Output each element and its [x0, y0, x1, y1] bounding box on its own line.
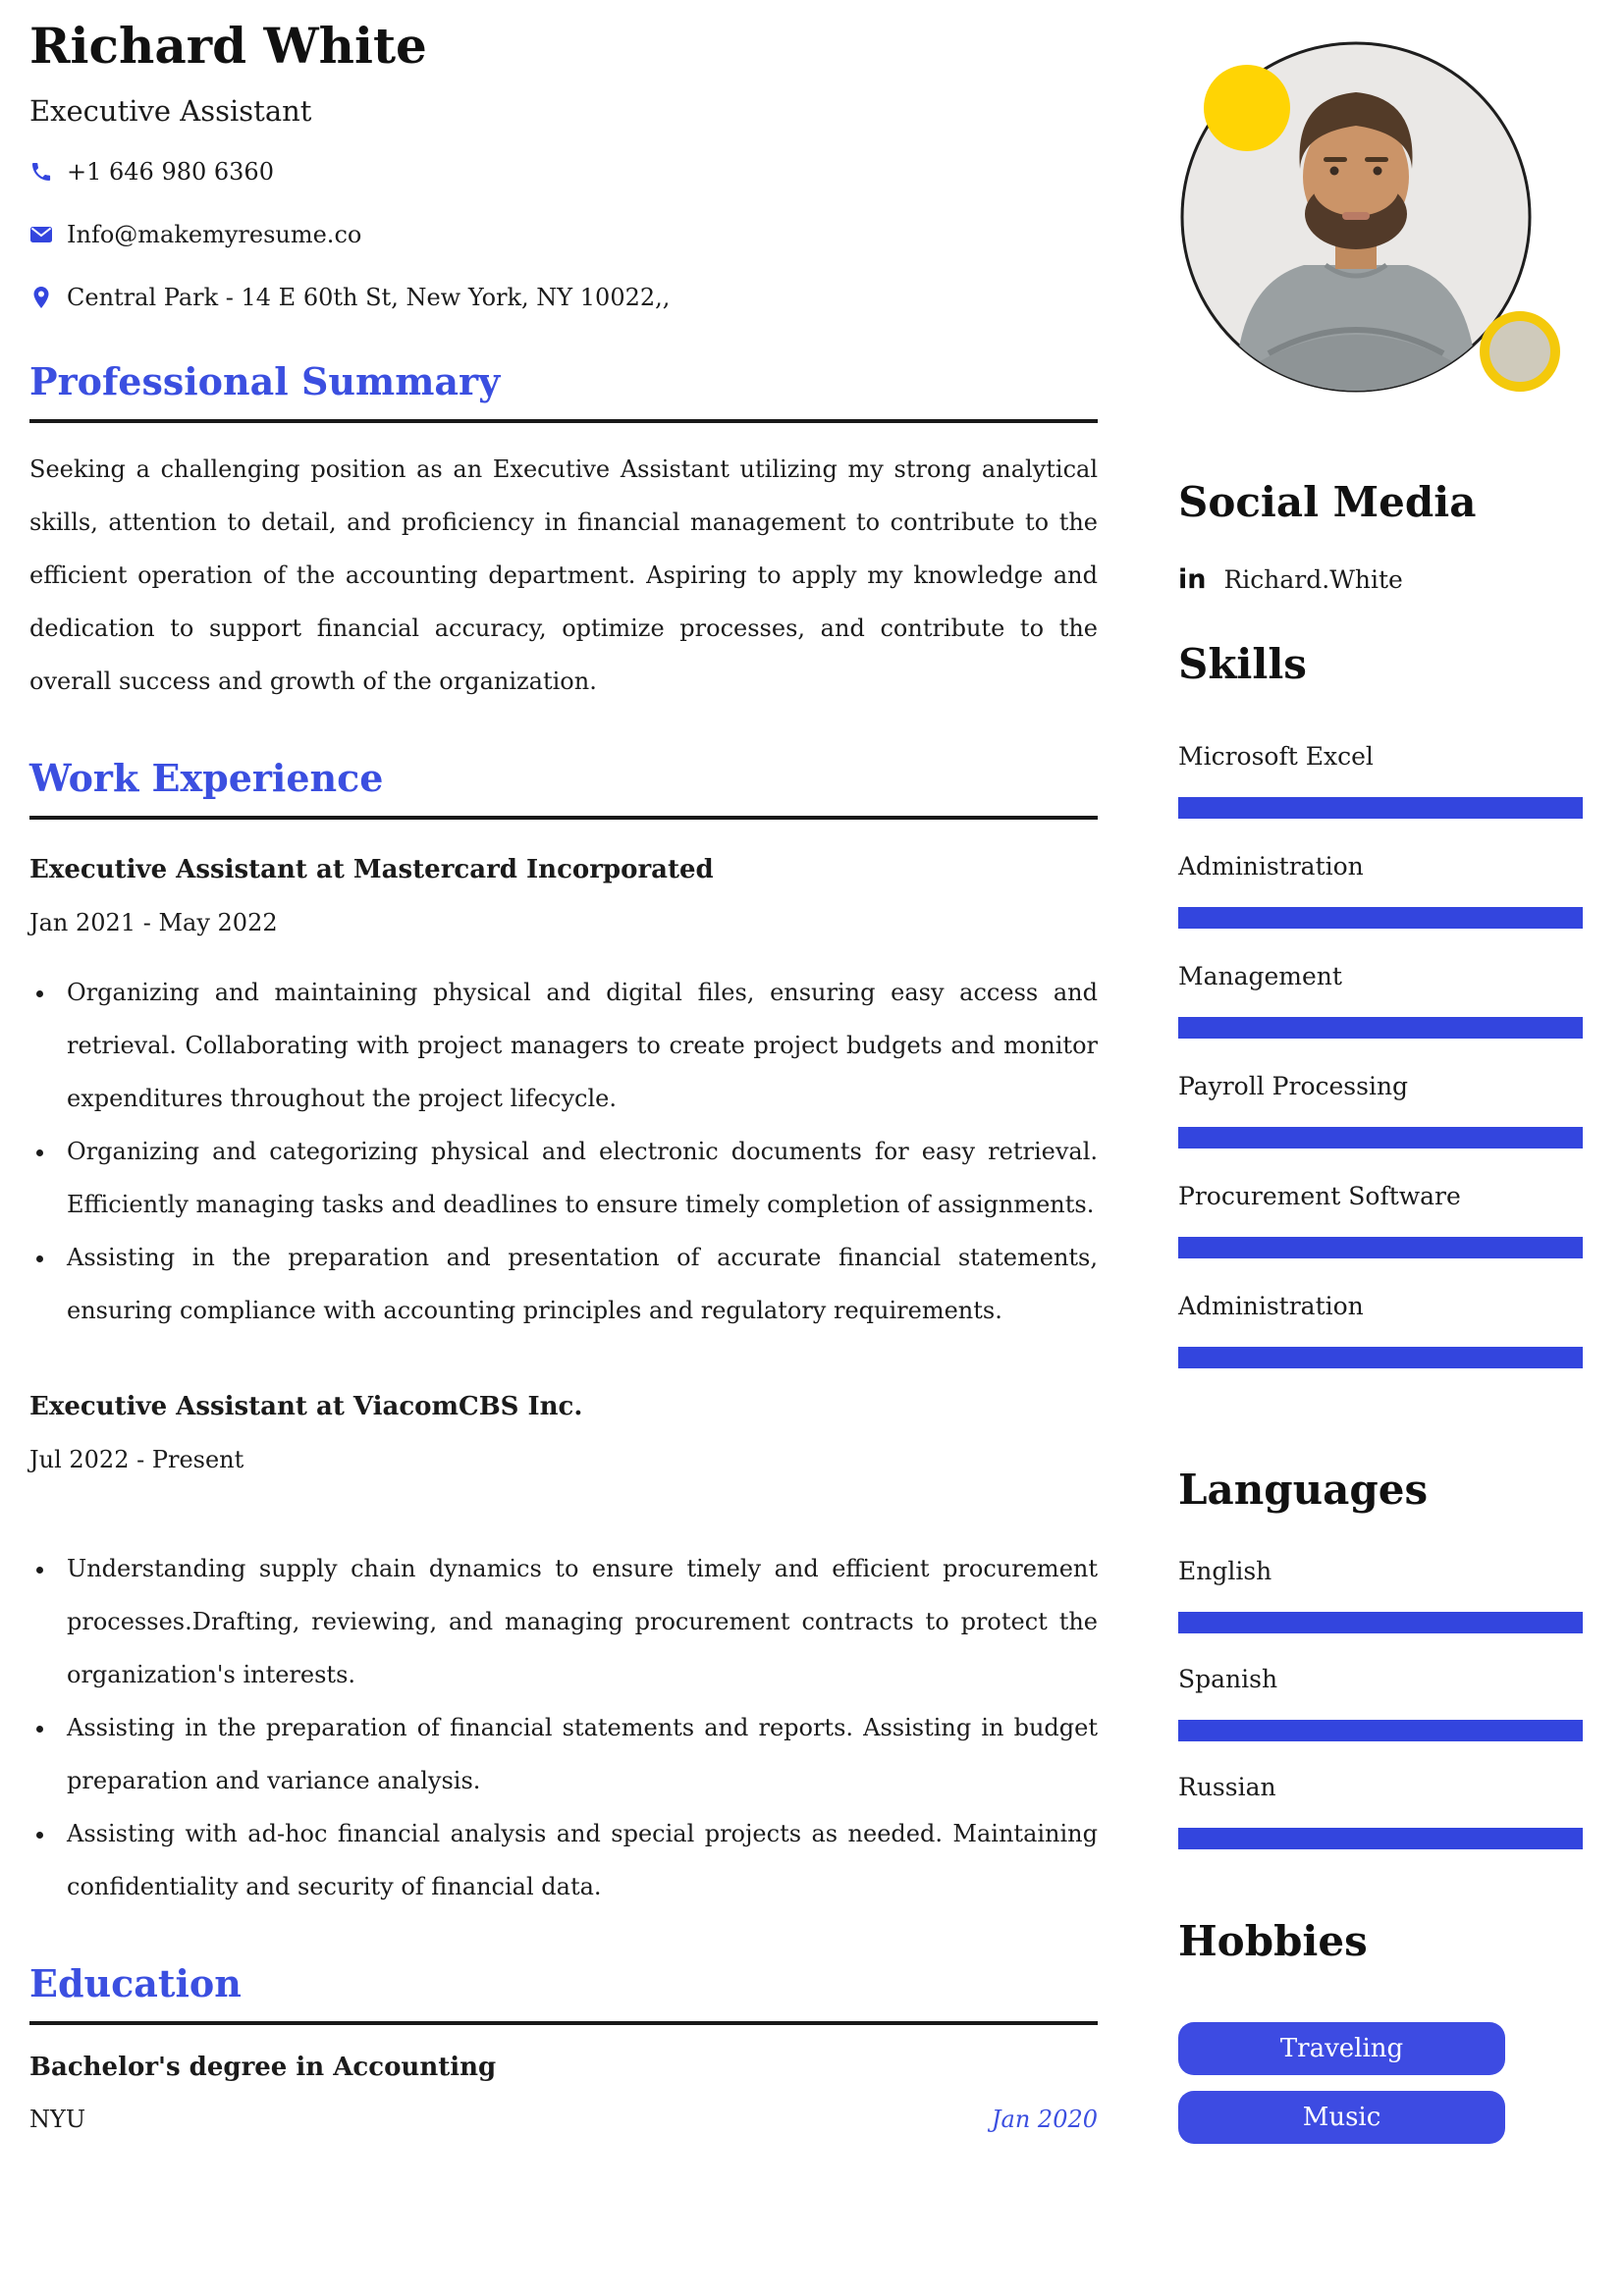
language-bar	[1178, 1612, 1583, 1633]
skill-item	[1178, 1072, 1583, 1148]
skill-name: Administration	[1178, 1291, 1364, 1320]
job-title: Executive Assistant at ViacomCBS Inc.	[29, 1391, 583, 1421]
job-title: Executive Assistant at Mastercard Incorporated	[29, 854, 714, 884]
yellow-circle-decoration	[1204, 65, 1290, 151]
skill-name: Procurement Software	[1178, 1181, 1461, 1210]
language-item	[1178, 1557, 1583, 1633]
skill-item	[1178, 852, 1583, 929]
social-media-heading: Social Media	[1178, 478, 1477, 526]
language-name: Russian	[1178, 1772, 1276, 1801]
skill-name: Administration	[1178, 851, 1364, 881]
email-row	[29, 221, 1098, 248]
language-bar	[1178, 1828, 1583, 1849]
address-value: Central Park - 14 E 60th St, New York, NY 10022,,	[67, 284, 671, 312]
linkedin-icon: in	[1178, 564, 1207, 596]
skill-bar	[1178, 1347, 1583, 1368]
hobby-tag: Traveling	[1178, 2022, 1505, 2075]
work-heading: Work Experience	[29, 756, 384, 801]
skill-item	[1178, 742, 1583, 819]
job-bullet: • Assisting in the preparation and presentation of accurate financial statements, ensuring compliance with accounting principles and regulatory requirements.	[57, 1231, 1098, 1337]
skill-bar	[1178, 907, 1583, 929]
job-dates: Jan 2021 - May 2022	[29, 908, 278, 936]
job-bullet: • Assisting in the preparation of financial statements and reports. Assisting in budget preparation and variance analysis.	[57, 1701, 1098, 1807]
job-bullet-list	[35, 966, 1098, 1337]
linkedin-handle: Richard.White	[1223, 565, 1403, 595]
education-detail-row	[29, 2106, 1098, 2133]
skill-item	[1178, 1292, 1583, 1368]
candidate-name: Richard White	[29, 17, 427, 75]
skill-bar	[1178, 1237, 1583, 1258]
skill-bar	[1178, 1017, 1583, 1039]
job-bullet: • Understanding supply chain dynamics to ensure timely and efficient procurement processes.Drafting, reviewing, and managing procurement contracts to protect the organization's interests.	[57, 1542, 1098, 1701]
job-bullet: • Organizing and categorizing physical and electronic documents for easy retrieval. Efficiently managing tasks and deadlines to ensure timely completion of assignments.	[57, 1125, 1098, 1231]
job-dates: Jul 2022 - Present	[29, 1446, 244, 1474]
skill-item	[1178, 1182, 1583, 1258]
location-pin-icon	[29, 286, 53, 309]
job-bullet: • Organizing and maintaining physical and digital files, ensuring easy access and retrieval. Collaborating with project managers to create project budgets and monitor expenditures throughout the project lifecycle.	[57, 966, 1098, 1125]
sidebar	[1178, 39, 1583, 2144]
skill-bar	[1178, 797, 1583, 819]
language-bar	[1178, 1720, 1583, 1741]
education-school: NYU	[29, 2105, 86, 2133]
job-bullet: • Assisting with ad-hoc financial analysis and special projects as needed. Maintaining confidentiality and security of financial data.	[57, 1807, 1098, 1913]
main-column	[29, 18, 1098, 2133]
skill-item	[1178, 962, 1583, 1039]
language-name: Spanish	[1178, 1664, 1278, 1693]
phone-value: +1 646 980 6360	[67, 158, 274, 187]
education-degree: Bachelor's degree in Accounting	[29, 2052, 497, 2082]
summary-text: Seeking a challenging position as an Executive Assistant utilizing my strong analytical skills, attention to detail, and proficiency in financial management to contribute to the efficient operation of the accounting department. Aspiring to apply my knowledge and dedication to support financial accuracy, optimize processes, and contribute to the overall success and growth of the organization.	[29, 455, 1098, 696]
email-value: Info@makemyresume.co	[67, 221, 362, 249]
linkedin-row	[1178, 565, 1583, 594]
language-item	[1178, 1665, 1583, 1741]
candidate-title: Executive Assistant	[29, 93, 312, 128]
education-date: Jan 2020	[991, 2105, 1098, 2133]
skill-name: Management	[1178, 961, 1342, 990]
skills-heading: Skills	[1178, 640, 1307, 689]
yellow-ring-decoration	[1480, 311, 1560, 392]
language-name: English	[1178, 1556, 1272, 1585]
job-bullet-list	[35, 1542, 1098, 1913]
phone-icon	[29, 160, 53, 184]
address-row	[29, 284, 1098, 311]
skill-bar	[1178, 1127, 1583, 1148]
summary-heading: Professional Summary	[29, 359, 501, 404]
section-divider	[29, 816, 1098, 820]
contact-list	[29, 158, 1098, 311]
skill-name: Payroll Processing	[1178, 1071, 1409, 1100]
language-item	[1178, 1773, 1583, 1849]
education-heading: Education	[29, 1961, 242, 2006]
email-icon	[29, 223, 53, 246]
skill-name: Microsoft Excel	[1178, 741, 1374, 771]
hobbies-heading: Hobbies	[1178, 1916, 1368, 1965]
section-divider	[29, 419, 1098, 423]
hobby-tag: Music	[1178, 2091, 1505, 2144]
phone-row	[29, 158, 1098, 186]
profile-photo	[1178, 39, 1534, 395]
section-divider	[29, 2021, 1098, 2025]
languages-heading: Languages	[1178, 1465, 1429, 1514]
